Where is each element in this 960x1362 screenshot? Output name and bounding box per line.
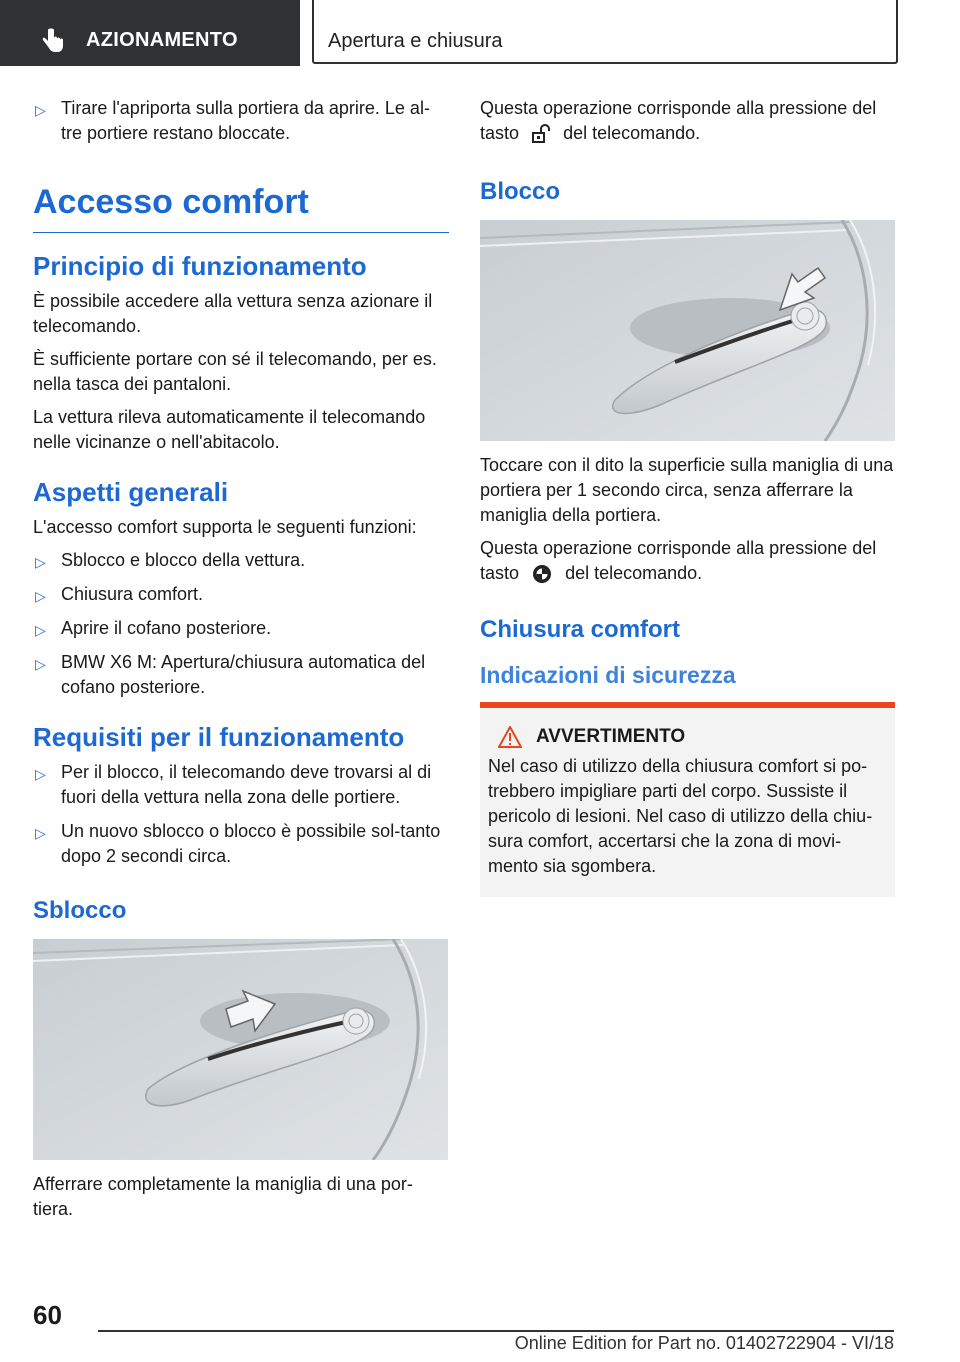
- right-column: [480, 96, 896, 897]
- list-item: ▷ BMW X6 M: Apertura/chiusura automatica del cofano posteriore.: [35, 652, 426, 697]
- paragraph: È sufficiente portare con sé il telecomando, per es. nella tasca dei pantaloni.: [33, 349, 437, 394]
- paragraph: Questa operazione corrisponde alla pressione del tasto del telecomando.: [480, 538, 877, 583]
- warning-title: AVVERTIMENTO: [488, 726, 887, 748]
- figure-caption: Afferrare completamente la maniglia di una por-tiera.: [33, 1174, 413, 1219]
- section-heading-comfort-close: Chiusura comfort: [480, 616, 681, 643]
- warning-triangle-icon: [498, 726, 522, 748]
- list-item: ▷ Sblocco e blocco della vettura.: [33, 548, 449, 573]
- paragraph: La vettura rileva automaticamente il telecomando nelle vicinanze o nell'abitacolo.: [33, 407, 426, 452]
- list-item: ▷ Chiusura comfort.: [33, 582, 449, 607]
- paragraph: L'accesso comfort supporta le seguenti funzioni:: [33, 517, 417, 537]
- paragraph: È possibile accedere alla vettura senza azionare il telecomando.: [33, 291, 433, 336]
- paragraph: Questa operazione corrisponde alla pressione del tasto del telecomando.: [480, 98, 877, 143]
- section-heading-general: Aspetti generali: [33, 477, 229, 507]
- page-number: 60: [33, 1300, 62, 1330]
- list-item: ▷ Aprire il cofano posteriore.: [33, 616, 449, 641]
- list-item: ▷ Tirare l'apriporta sulla portiera da aprire. Le al-tre portiere restano bloccate.: [35, 98, 430, 143]
- figure-caption: Toccare con il dito la superficie sulla maniglia di una portiera per 1 secondo circa, senza afferrare la maniglia della portiera.: [480, 455, 894, 525]
- warning-box: [480, 702, 895, 897]
- section-heading-lock: Blocco: [480, 178, 561, 205]
- bmw-logo-icon: [532, 564, 552, 584]
- bullet-triangle-icon: ▷: [35, 825, 46, 841]
- unlock-icon: [532, 124, 550, 144]
- chapter-title: Apertura e chiusura: [328, 30, 503, 52]
- bullet-triangle-icon: ▷: [35, 622, 46, 638]
- chapter-tab[interactable]: [312, 0, 898, 64]
- bullet-triangle-icon: ▷: [35, 766, 46, 782]
- bullet-triangle-icon: ▷: [35, 588, 46, 604]
- section-heading-requirements: Requisiti per il funzionamento: [33, 722, 405, 752]
- section-tab[interactable]: [0, 0, 300, 66]
- list-item: ▷ Per il blocco, il telecomando deve trovarsi al di fuori della vettura nella zona delle portiere.: [35, 762, 432, 807]
- bullet-triangle-icon: ▷: [35, 656, 46, 672]
- door-handle-touch-illustration: [480, 220, 895, 441]
- footer-divider: [98, 1330, 894, 1332]
- warning-text: Nel caso di utilizzo della chiusura comfort si po-trebbero impigliare parti del corpo. Sussiste il pericolo di lesioni. Nel caso di utilizzo della chiu-sura comfort, accertarsi che la zona di movi-mento sia sgombera.: [488, 756, 873, 876]
- section-heading-principle: Principio di funzionamento: [33, 251, 367, 281]
- hand-pointer-icon: [40, 28, 64, 54]
- section-title: AZIONAMENTO: [86, 29, 238, 51]
- left-column: [33, 96, 449, 1230]
- bullet-triangle-icon: ▷: [35, 554, 46, 570]
- bullet-triangle-icon: ▷: [35, 102, 46, 118]
- subsection-heading-safety: Indicazioni di sicurezza: [480, 662, 736, 688]
- door-handle-grab-illustration: [33, 939, 448, 1160]
- footer-edition: Online Edition for Part no. 01402722904 - VI/18: [514, 1333, 894, 1353]
- page-header: [0, 0, 960, 66]
- list-item: ▷ Un nuovo sblocco o blocco è possibile sol-tanto dopo 2 secondi circa.: [35, 821, 441, 866]
- section-heading-unlock: Sblocco: [33, 897, 127, 924]
- page-title: Accesso comfort: [33, 180, 449, 233]
